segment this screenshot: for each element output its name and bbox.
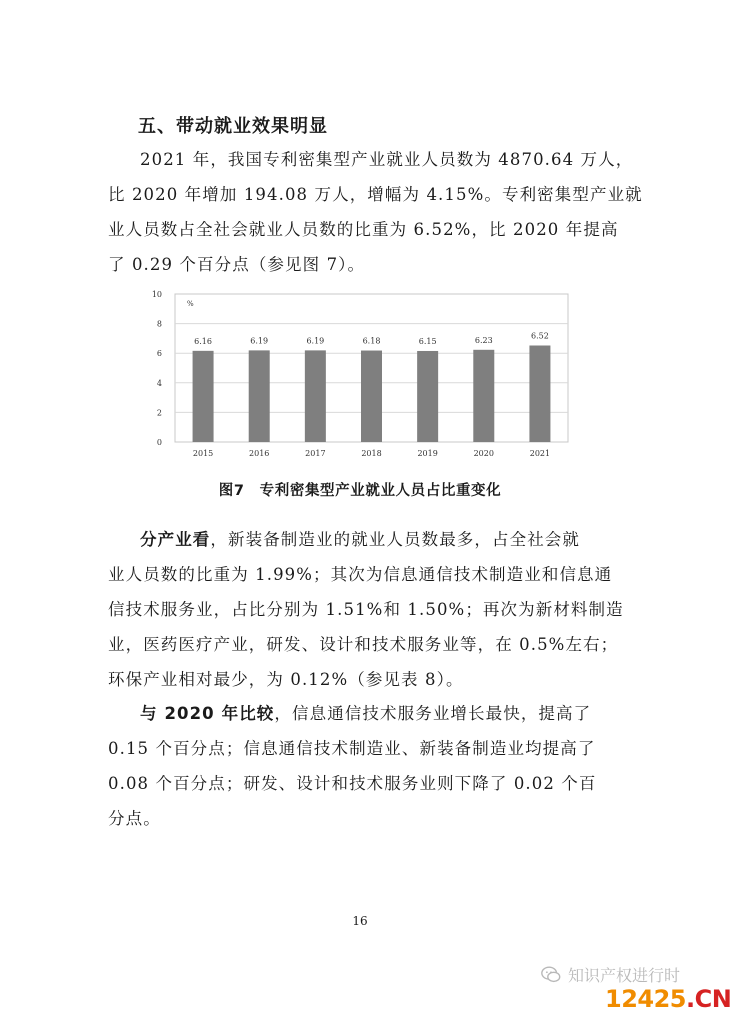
lead-phrase: 与 2020 年比较 (140, 704, 275, 723)
brand-tld: .CN (686, 985, 731, 1013)
x-tick-label: 2017 (305, 449, 326, 458)
paragraph-line: 了 0.29 个百分点（参见图 7）。 (108, 255, 366, 274)
y-tick-label: 4 (156, 378, 162, 388)
paragraph-line: 业人员数的比重为 1.99%；其次为信息通信技术制造业和信息通 (108, 565, 613, 584)
paragraph-line (108, 522, 638, 557)
x-tick-label: 2021 (529, 449, 551, 458)
bar (529, 346, 550, 442)
x-tick-label: 2015 (192, 449, 214, 458)
y-tick-label: 10 (151, 290, 162, 299)
paragraph-line: 0.15 个百分点；信息通信技术制造业、新装备制造业均提高了 (108, 739, 596, 758)
watermark (540, 963, 680, 986)
data-label: 6.15 (418, 336, 437, 346)
y-tick-label: 8 (156, 319, 162, 329)
paragraph-line: 分点。 (108, 809, 161, 828)
paragraph-comparison-2020 (108, 696, 638, 836)
data-label: 6.16 (194, 336, 212, 346)
paragraph-employment-total (108, 142, 643, 282)
lead-phrase: 分产业看 (140, 530, 211, 549)
data-label: 6.19 (250, 336, 269, 346)
paragraph-line: 业人员数占全社会就业人员数的比重为 6.52%，比 2020 年提高 (108, 220, 619, 239)
watermark-text: 知识产权进行时 (568, 966, 681, 985)
paragraph-line: 2021 年，我国专利密集型产业就业人员数为 4870.64 万人， (140, 150, 634, 169)
line-rest: ，信息通信技术服务业增长最快，提高了 (274, 704, 592, 723)
x-tick-label: 2019 (417, 449, 438, 458)
y-tick-label: 6 (156, 349, 162, 359)
paragraph-line: 环保产业相对最少，为 0.12%（参见表 8）。 (108, 670, 464, 689)
data-label: 6.19 (306, 336, 325, 346)
paragraph-line: 信技术服务业，占比分别为 1.51%和 1.50%；再次为新材料制造 (108, 600, 624, 619)
y-tick-label: 2 (156, 408, 162, 418)
section-title: 五、带动就业效果明显 (138, 116, 328, 137)
wechat-icon (540, 964, 562, 986)
x-tick-label: 2018 (361, 449, 382, 458)
y-tick-label: 0 (156, 438, 162, 447)
line-rest: ，新装备制造业的就业人员数最多，占全社会就 (210, 530, 581, 549)
data-label: 6.18 (362, 336, 381, 346)
paragraph-line: 比 2020 年增加 194.08 万人，增幅为 4.15%。专利密集型产业就 (108, 185, 643, 204)
x-tick-label: 2020 (473, 449, 494, 458)
x-tick-label: 2016 (249, 449, 270, 458)
data-label: 6.23 (474, 335, 493, 345)
bar (473, 350, 494, 442)
brand-number: 12425 (605, 985, 686, 1013)
bar (417, 351, 438, 442)
bar (249, 350, 270, 442)
data-label: 6.52 (531, 331, 549, 341)
chart-canvas (140, 282, 580, 460)
figure-caption: 图7 专利密集型产业就业人员占比重变化 (218, 483, 502, 499)
site-brand (605, 985, 731, 1013)
paragraph-line: 0.08 个百分点；研发、设计和技术服务业则下降了 0.02 个百 (108, 774, 597, 793)
page-number: 16 (352, 914, 368, 928)
bar (193, 351, 214, 442)
paragraph-by-industry (108, 522, 638, 697)
paragraph-line: 业，医药医疗产业，研发、设计和技术服务业等，在 0.5%左右； (108, 635, 619, 654)
y-unit-label: % (187, 300, 194, 308)
paragraph-line (108, 696, 638, 731)
employment-share-bar-chart (140, 282, 580, 460)
bar (305, 350, 326, 442)
bar (361, 351, 382, 442)
